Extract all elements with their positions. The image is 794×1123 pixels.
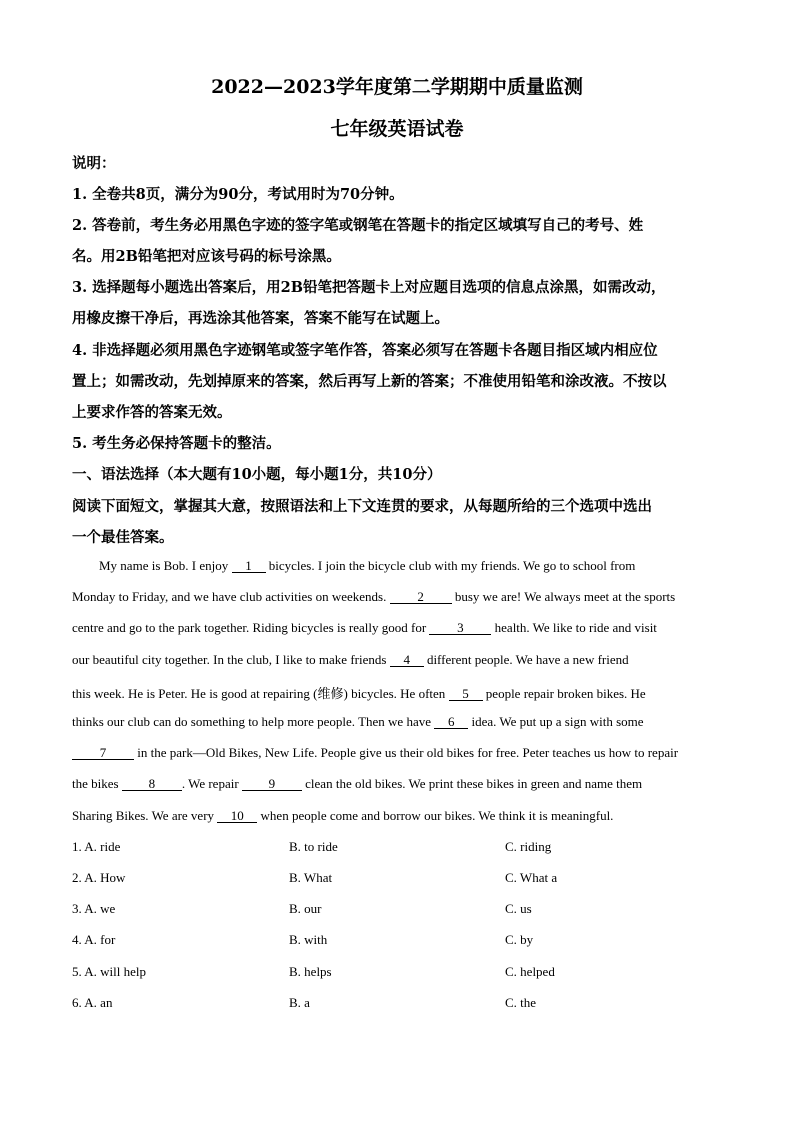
- option-c: C. helped: [505, 964, 555, 979]
- blank-2: 2: [390, 590, 452, 604]
- passage-text: when people come and borrow our bikes. We think it is meaningful.: [257, 808, 614, 823]
- passage-text: clean the old bikes. We print these bikes in green and name them: [301, 776, 643, 791]
- passage-text: centre and go to the park together. Riding bicycles is really good for: [72, 620, 430, 635]
- blank-1: 1: [232, 559, 266, 573]
- passage-text: busy we are! We always meet at the sports: [451, 589, 676, 604]
- passage-line: [72, 808, 613, 824]
- option-c: C. the: [505, 995, 537, 1010]
- section-directions: 阅读下面短文，掌握其大意，按照语法和上下文连贯的要求，从每题所给的三个选项中选出: [72, 498, 652, 515]
- option-b: B. with: [289, 932, 328, 947]
- instruction-line: 置上；如需改动，先划掉原来的答案，然后再写上新的答案；不准使用铅笔和涂改液。不按以: [72, 373, 667, 390]
- passage-line: [72, 714, 644, 730]
- instruction-line: 名。用2B铅笔把对应该号码的标号涂黑。: [72, 248, 341, 265]
- option-b: B. helps: [289, 964, 332, 979]
- blank-4: 4: [390, 653, 424, 667]
- passage-text: . We repair: [181, 776, 242, 791]
- instructions-heading: 说明：: [72, 155, 116, 172]
- option-b: B. a: [289, 995, 310, 1010]
- instruction-line: 5. 考生务必保持答题卡的整洁。: [72, 435, 281, 452]
- section-directions: 一个最佳答案。: [72, 529, 174, 546]
- passage-text: Monday to Friday, and we have club activities on weekends.: [72, 589, 390, 604]
- passage-text: our beautiful city together. In the club, I like to make friends: [72, 652, 390, 667]
- option-a: 4. A. for: [72, 932, 116, 947]
- option-a: 2. A. How: [72, 870, 126, 885]
- blank-3: 3: [429, 621, 491, 635]
- instruction-line: 2. 答卷前，考生务必用黑色字迹的签字笔或钢笔在答题卡的指定区域填写自己的考号、姓: [72, 217, 644, 234]
- passage-line: [72, 652, 629, 668]
- passage-text: idea. We put up a sign with some: [468, 714, 644, 729]
- passage-line: [72, 683, 646, 702]
- passage-line: [99, 558, 635, 574]
- option-b: B. What: [289, 870, 333, 885]
- exam-subtitle: 七年级英语试卷: [330, 118, 464, 140]
- passage-text: different people. We have a new friend: [423, 652, 629, 667]
- passage-line: [72, 745, 678, 761]
- instruction-line: 3. 选择题每小题选出答案后，用2B铅笔把答题卡上对应题目选项的信息点涂黑，如需改动，: [72, 279, 666, 296]
- passage-text: people repair broken bikes. He: [482, 686, 646, 701]
- blank-9: 9: [242, 777, 302, 791]
- passage-text: Sharing Bikes. We are very: [72, 808, 218, 823]
- option-a: 1. A. ride: [72, 839, 121, 854]
- passage-line: [72, 620, 657, 636]
- instruction-line: 用橡皮擦干净后，再选涂其他答案，答案不能写在试题上。: [72, 310, 449, 327]
- option-b: B. our: [289, 901, 322, 916]
- option-c: C. riding: [505, 839, 552, 854]
- passage-text: in the park—Old Bikes, New Life. People give us their old bikes for free. Peter teaches us how to repair: [134, 745, 679, 760]
- instruction-line: 上要求作答的答案无效。: [72, 404, 232, 421]
- passage-line: [72, 776, 642, 792]
- blank-5: 5: [449, 687, 483, 701]
- passage-text: the bikes: [72, 776, 122, 791]
- option-a: 3. A. we: [72, 901, 116, 916]
- passage-text: this week. He is Peter. He is good at repairing (维修) bicycles. He often: [72, 686, 449, 701]
- instruction-line: 4. 非选择题必须用黑色字迹钢笔或签字笔作答，答案必须写在答题卡各题目指区域内相应位: [72, 342, 658, 359]
- passage-text: My name is Bob. I enjoy: [99, 558, 232, 573]
- blank-8: 8: [122, 777, 182, 791]
- passage-text: bicycles. I join the bicycle club with my friends. We go to school from: [265, 558, 636, 573]
- section-heading: 一、语法选择（本大题有10小题，每小题1分，共10分）: [72, 466, 442, 483]
- blank-6: 6: [434, 715, 468, 729]
- option-a: 6. A. an: [72, 995, 113, 1010]
- exam-title: 2022—2023学年度第二学期期中质量监测: [211, 76, 583, 98]
- passage-line: [72, 589, 675, 605]
- option-b: B. to ride: [289, 839, 338, 854]
- option-a: 5. A. will help: [72, 964, 147, 979]
- option-c: C. What a: [505, 870, 558, 885]
- passage-text: health. We like to ride and visit: [491, 620, 657, 635]
- option-c: C. us: [505, 901, 532, 916]
- blank-10: 10: [217, 809, 257, 823]
- blank-7: 7: [72, 746, 134, 760]
- instruction-line: 1. 全卷共8页，满分为90分，考试用时为70分钟。: [72, 186, 404, 203]
- option-c: C. by: [505, 932, 534, 947]
- passage-text: thinks our club can do something to help more people. Then we have: [72, 714, 435, 729]
